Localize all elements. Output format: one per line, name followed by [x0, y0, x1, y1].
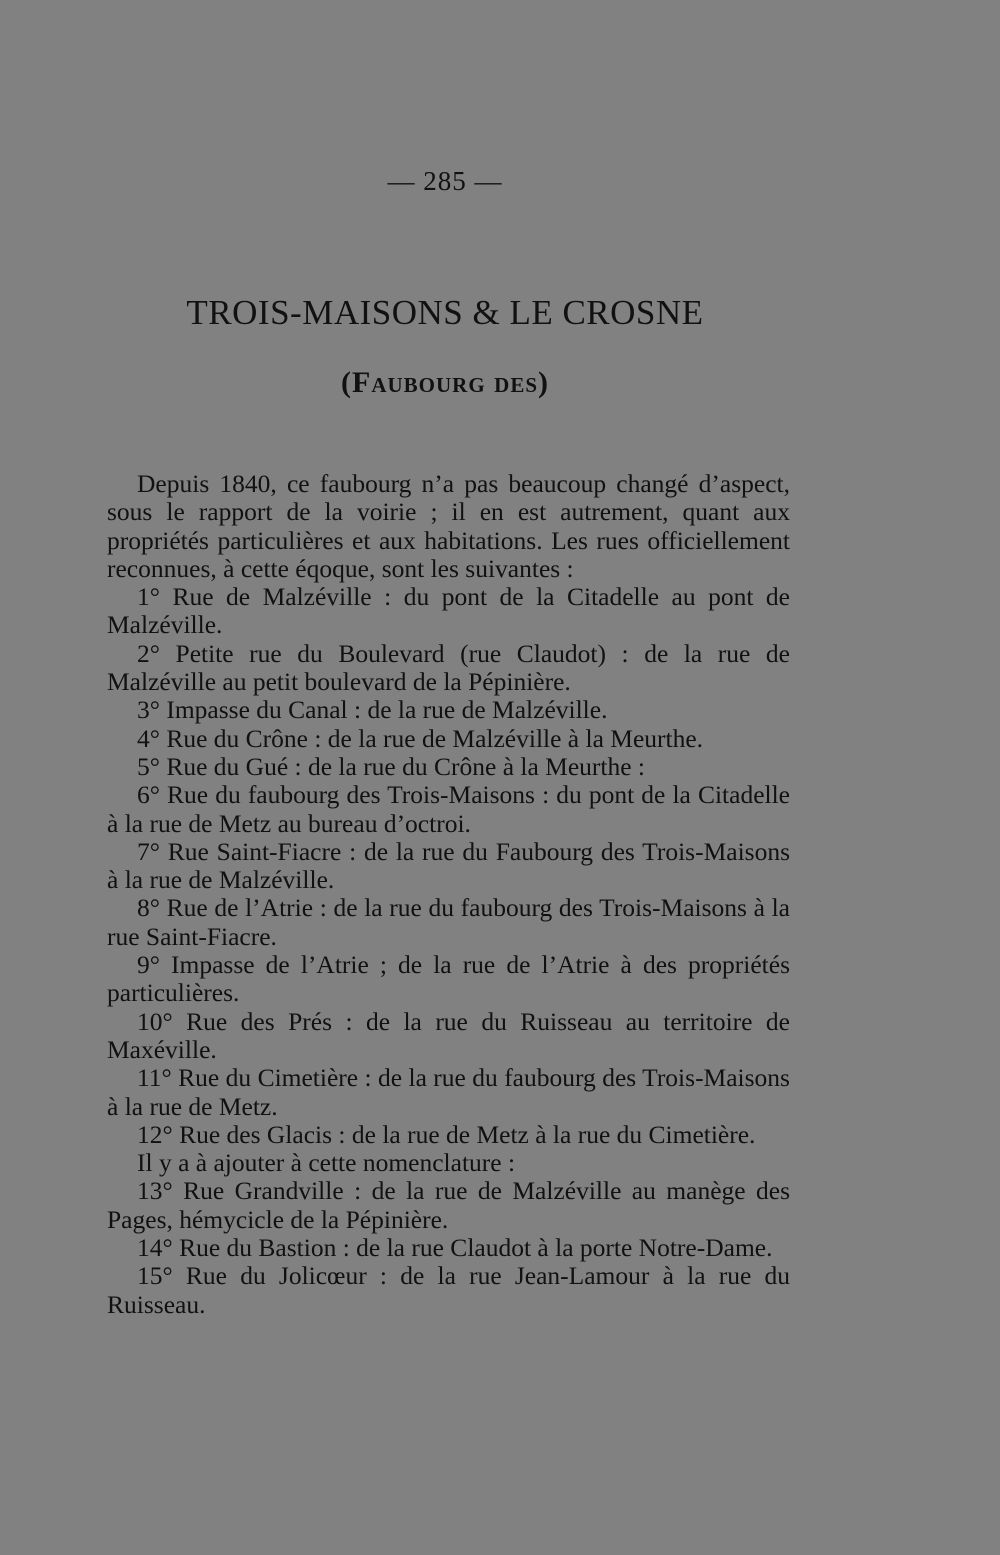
street-item-13: 13° Rue Grandville : de la rue de Malzéville au manège des Pages, hémycicle de la Pépinière.	[107, 1176, 790, 1234]
street-item-3: 3° Impasse du Canal : de la rue de Malzéville.	[137, 695, 608, 725]
street-item-9: 9° Impasse de l’Atrie ; de la rue de l’Atrie à des propriétés particulières.	[107, 950, 790, 1008]
page-subtitle: (Faubourg des)	[341, 366, 549, 399]
body-text	[107, 470, 790, 1319]
street-item-10: 10° Rue des Prés : de la rue du Ruisseau au territoire de Maxéville.	[107, 1006, 790, 1064]
street-item-6: 6° Rue du faubourg des Trois-Maisons : du pont de la Citadelle à la rue de Metz au bureau d’octroi.	[107, 780, 790, 838]
street-item-15: 15° Rue du Jolicœur : de la rue Jean-Lamour à la rue du Ruisseau.	[107, 1261, 790, 1319]
addendum-intro: Il y a à ajouter à cette nomenclature :	[137, 1148, 516, 1178]
street-item-7: 7° Rue Saint-Fiacre : de la rue du Faubourg des Trois-Maisons à la rue de Malzéville.	[107, 836, 790, 895]
street-item-8: 8° Rue de l’Atrie : de la rue du faubourg des Trois-Maisons à la rue Saint-Fiacre.	[107, 893, 790, 951]
street-item-12: 12° Rue des Glacis : de la rue de Metz à la rue du Cimetière.	[137, 1119, 756, 1149]
street-item-14: 14° Rue du Bastion : de la rue Claudot à la porte Notre-Dame.	[137, 1233, 773, 1263]
street-item-1: 1° Rue de Malzéville : du pont de la Citadelle au pont de Malzéville.	[107, 582, 790, 640]
intro-paragraph: Depuis 1840, ce faubourg n’a pas beaucoup changé d’aspect, sous le rapport de la voirie ; il en est autrement, quant aux propriétés particulières et aux habitations. Les rues officiellement reconnues, à cette éqoque, sont les suivantes :	[107, 469, 790, 583]
page-number: — 285 —	[387, 166, 503, 196]
page-title: TROIS-MAISONS & LE CROSNE	[186, 293, 704, 332]
street-item-11: 11° Rue du Cimetière : de la rue du faubourg des Trois-Maisons à la rue de Metz.	[107, 1063, 790, 1121]
street-item-2: 2° Petite rue du Boulevard (rue Claudot) : de la rue de Malzéville au petit boulevard de la Pépinière.	[107, 638, 790, 697]
street-item-5: 5° Rue du Gué : de la rue du Crône à la Meurthe :	[137, 751, 646, 781]
street-item-4: 4° Rue du Crône : de la rue de Malzéville à la Meurthe.	[137, 723, 704, 753]
